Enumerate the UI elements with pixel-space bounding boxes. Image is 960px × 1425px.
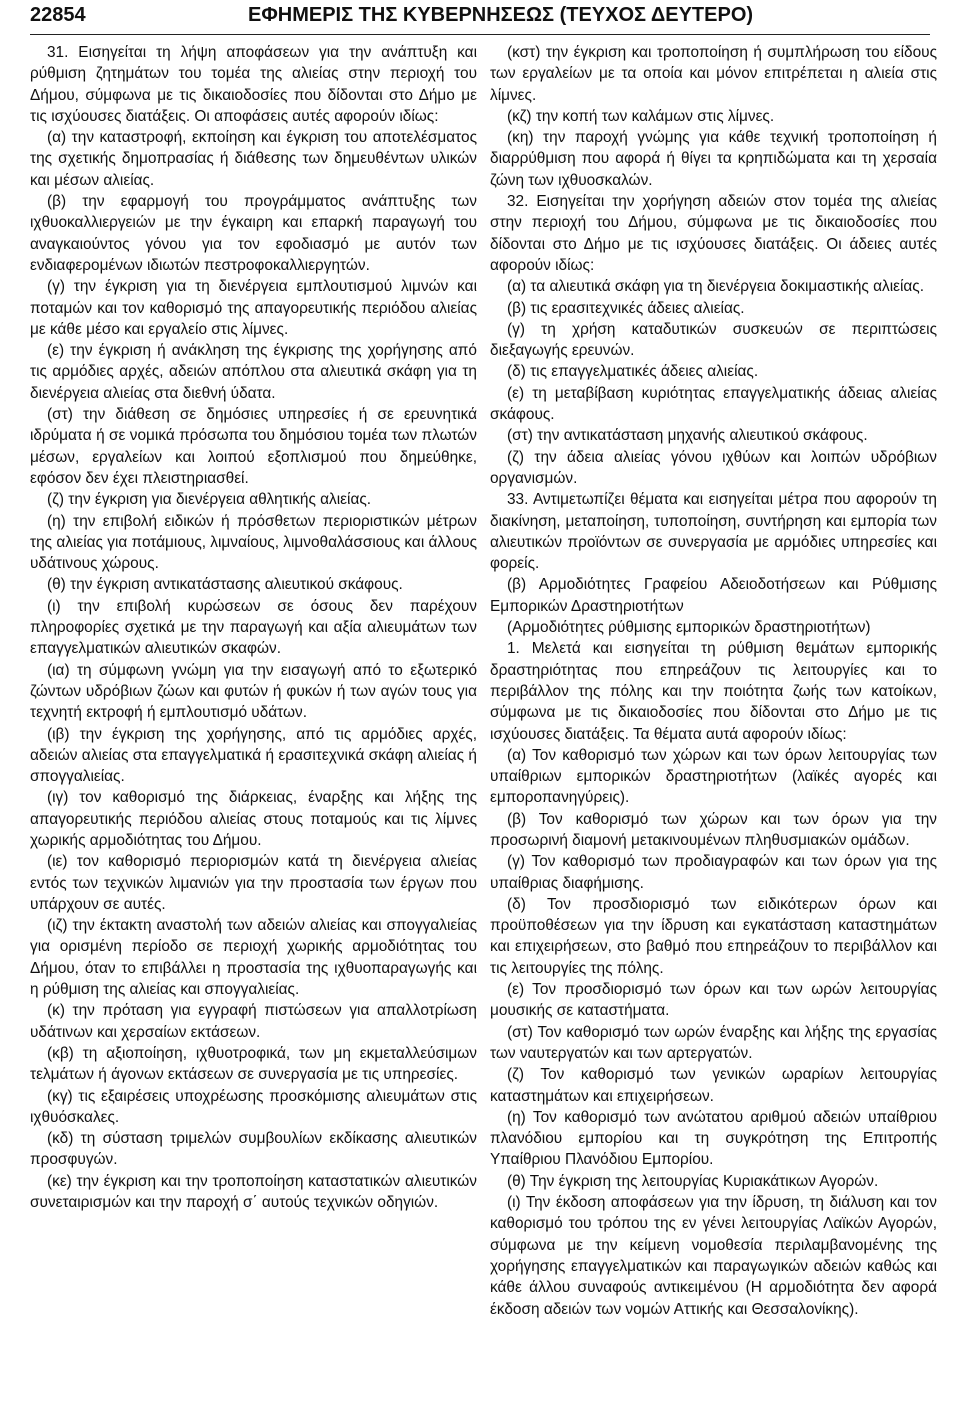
paragraph: (ε) την έγκριση ή ανάκληση της έγκρισης της χορήγησης από τις αρμόδιες αρχές, αδειών απόπλου στα αλιευτικά σκάφη για τη διενέργεια αλιείας στα διεθνή ύδατα. xyxy=(30,342,477,402)
paragraph: (δ) τις επαγγελματικές άδειες αλιείας. xyxy=(507,363,759,381)
paragraph: (ε) Τον προσδιορισμό των όρων και των ωρών λειτουργίας μουσικής σε καταστήματα. xyxy=(490,981,937,1020)
paragraph: (θ) Την έγκριση της λειτουργίας Κυριακάτικων Αγορών. xyxy=(507,1172,879,1190)
paragraph: (η) Τον καθορισμό των ανώτατου αριθμού αδειών υπαίθριου πλανόδιου εμπορίου και τη συγκρότηση της Επιτροπής Υπαίθριου Πλανόδιου Εμπορίου. xyxy=(490,1108,937,1169)
paragraph: (β) τις ερασιτεχνικές άδειες αλιείας. xyxy=(507,299,745,317)
paragraph: (γ) Τον καθορισμό των προδιαγραφών και των όρων για της υπαίθριας διαφήμισης. xyxy=(490,853,937,892)
paragraph: (ιε) τον καθορισμό περιορισμών κατά τη διενέργεια αλιείας εντός των τεχνικών λιμανιών για την προστασία των έργων που υπάρχουν σε αυτές. xyxy=(30,853,477,913)
paragraph: 33. Αντιμετωπίζει θέματα και εισηγείται μέτρα που αφορούν τη διακίνηση, μεταποίηση, τυποποίηση, συντήρηση και εμπορία των αλιευτικών προϊόντων σε συνεργασία με αρμόδιες υπηρεσίες και φορείς. xyxy=(490,491,937,573)
paragraph: (ιζ) την έκτακτη αναστολή των αδειών αλιείας και σπογγαλιείας για ορισμένη περίοδο σε περιοχή χωρικής αρμοδιότητας του Δήμου, όταν το επιβάλλει η προστασία της ιχθυοπαραγωγής και η ρύθμιση της αλιείας και σπογγαλιείας. xyxy=(30,917,477,999)
paragraph: (στ) την αντικατάσταση μηχανής αλιευτικού σκάφους. xyxy=(507,427,868,445)
paragraph: (ζ) Τον καθορισμό των γενικών ωραρίων λειτουργίας καταστημάτων και επιχειρήσεων. xyxy=(490,1066,937,1105)
paragraph: (στ) την διάθεση σε δημόσιες υπηρεσίες ή σε ερευνητικά ιδρύματα ή σε νομικά πρόσωπα του δημόσιου τομέα των πλωτών μέσων, εργαλείων και λοιπού εξοπλισμού που δημεύθηκε, εφόσον δεν έχει πλειστηριασθεί. xyxy=(30,406,477,487)
page-number: 22854 xyxy=(30,4,86,26)
paragraph: (α) την καταστροφή, εκποίηση και έγκριση του αποτελέσματος της σχετικής δημοπρασίας ή διάθεσης των δημευθέντων υλικών και μέσων αλιείας. xyxy=(30,129,477,189)
paragraph: (β) Αρμοδιότητες Γραφείου Αδειοδοτήσεων και Ρύθμισης Εμπορικών Δραστηριοτήτων xyxy=(490,576,937,615)
page-header xyxy=(30,4,930,32)
gazette-title: ΕΦΗΜΕΡΙΣ ΤΗΣ ΚΥΒΕΡΝΗΣΕΩΣ (ΤΕΥΧΟΣ ΔΕΥΤΕΡΟ) xyxy=(248,4,754,26)
paragraph: (ιβ) την έγκριση της χορήγησης, από τις αρμόδιες αρχές, αδειών αλιείας στα επαγγελματικά ή ερασιτεχνικά σκάφη αλιείας ή σπογγαλιείας. xyxy=(30,725,477,786)
paragraph: (Αρμοδιότητες ρύθμισης εμπορικών δραστηριοτήτων) xyxy=(507,619,871,637)
paragraph: (κε) την έγκριση και την τροποποίηση καταστατικών αλιευτικών συνεταιρισμών και την παροχή σ΄ αυτούς τεχνικών οδηγιών. xyxy=(30,1172,477,1212)
paragraph: (στ) Τον καθορισμό των ωρών έναρξης και λήξης της εργασίας των ναυτεργατών και των αρτεργατών. xyxy=(490,1023,937,1062)
paragraph: (β) Τον καθορισμό των χώρων και των όρων για την προσωρινή διαμονή μετακινουμένων πληθυσμιακών ομάδων. xyxy=(490,810,937,849)
paragraph: (κ) την πρόταση για εγγραφή πιστώσεων για απαλλοτρίωση υδάτινων και χερσαίων εκτάσεων. xyxy=(30,1002,477,1041)
paragraph: (κδ) τη σύσταση τριμελών συμβουλίων εκδίκασης αλιευτικών προσφυγών. xyxy=(30,1130,477,1169)
paragraph: (ια) τη σύμφωνη γνώμη για την εισαγωγή από το εξωτερικό ζώντων υδρόβιων ζώων και φυτών ή φυκών ή των αγών τους για τεχνητή εκτροφή ή εμπλουτισμό υδάτων. xyxy=(30,661,477,722)
paragraph: 32. Εισηγείται την χορήγηση αδειών στον τομέα της αλιείας στην περιοχή του Δήμου, σύμφωνα με τις δικαιοδοσίες που δίδονται στο Δήμο με τις ισχύουσες διατάξεις. Οι άδειες αυτές αφορούν ιδίως: xyxy=(490,193,937,274)
paragraph: (θ) την έγκριση αντικατάστασης αλιευτικού σκάφους. xyxy=(47,576,403,594)
paragraph: (γ) τη χρήση καταδυτικών συσκευών σε περιπτώσεις διεξαγωγής ερευνών. xyxy=(490,320,937,360)
paragraph: (η) την επιβολή ειδικών ή πρόσθετων περιοριστικών μέτρων της αλιείας για ποτάμιους, λιμναίους, λιμνοθαλάσσιους και άλλους υδάτινους χώρους. xyxy=(30,512,477,573)
paragraph: (α) Τον καθορισμό των χώρων και των όρων λειτουργίας των υπαίθριων εμπορικών δραστηριοτήτων (λαϊκές αγορές και εμποροπανηγύρεις). xyxy=(490,746,937,807)
header-divider xyxy=(30,34,930,35)
paragraph: (κστ) την έγκριση και τροποποίηση ή συμπλήρωση του είδους των εργαλείων με τα οποία και μόνον επιτρέπεται η αλιεία στις λίμνες. xyxy=(490,44,937,104)
paragraph: (β) την εφαρμογή του προγράμματος ανάπτυξης των ιχθυοκαλλιεργειών με την έγκαιρη και επαρκή παραγωγή του αναγκαιούντος γόνου για τον εφοδιασμό με αυτόν των ενδιαφερομένων ιδιωτών πεστροφοκαλλιεργητών. xyxy=(30,193,477,274)
paragraph: (α) τα αλιευτικά σκάφη για τη διενέργεια δοκιμαστικής αλιείας. xyxy=(507,278,924,296)
paragraph: (ι) την επιβολή κυρώσεων σε όσους δεν παρέχουν πληροφορίες σχετικά με την παραγωγή και αξία αλιευμάτων των επαγγελματικών αλιευτικών σκαφών. xyxy=(30,597,477,658)
paragraph: 31. Εισηγείται τη λήψη αποφάσεων για την ανάπτυξη και ρύθμιση ζητημάτων του τομέα της αλιείας στην περιοχή του Δήμου, σύμφωνα με τις δικαιοδοσίες που δίδονται στο Δήμο με τις ισχύουσες διατάξεις. Οι αποφάσεις αυτές αφορούν ιδίως: xyxy=(30,44,477,125)
paragraph: (ζ) την έγκριση για διενέργεια αθλητικής αλιείας. xyxy=(47,491,372,509)
paragraph: (γ) την έγκριση για τη διενέργεια εμπλουτισμού λιμνών και ποταμών και τον καθορισμό της απαγορευτικής περιόδου αλιείας με κάθε μέσο και εργαλείο στις λίμνες. xyxy=(30,278,477,338)
paragraph: (κβ) τη αξιοποίηση, ιχθυοτροφικά, των μη εκμεταλλεύσιμων τελμάτων ή άγονων εκτάσεων σε συνεργασία με τις υπηρεσίες. xyxy=(30,1044,477,1084)
paragraph: (ζ) την άδεια αλιείας γόνου ιχθύων και λοιπών υδρόβιων οργανισμών. xyxy=(490,448,937,487)
paragraph: (κη) την παροχή γνώμης για κάθε τεχνική τροποποίηση ή διαρρύθμιση που αφορά ή θίγει τα κρηπιδώματα και τη χερσαία ζώνη των ιχθυοσκαλών. xyxy=(490,129,937,189)
right-column xyxy=(490,42,937,1320)
paragraph: (δ) Τον προσδιορισμό των ειδικότερων όρων και προϋποθέσεων για την ίδρυση και εγκατάσταση καταστημάτων και επιχειρήσεων, στο βαθμό που επηρεάζουν το περιβάλλον και τις λειτουργίες της πόλης. xyxy=(490,895,937,977)
paragraph: (κζ) την κοπή των καλάμων στις λίμνες. xyxy=(507,107,775,125)
paragraph: (ε) τη μεταβίβαση κυριότητας επαγγελματικής άδειας αλιείας σκάφους. xyxy=(490,384,937,424)
paragraph: (ι) Την έκδοση αποφάσεων για την ίδρυση, τη διάλυση και τον καθορισμό του τρόπου της εν γένει λειτουργίας Λαϊκών Αγορών, σύμφωνα με την κείμενη νομοθεσία περιλαμβανομένης της χορήγησης επαγγελματικών και παραγωγικών αδειών καθώς και κάθε άλλου συναφούς αντικειμένου (Η αρμοδιότητα δεν αφορά έκδοση αδειών των νομών Αττικής και Θεσσαλονίκης). xyxy=(490,1194,937,1318)
paragraph: 1. Μελετά και εισηγείται τη ρύθμιση θεμάτων εμπορικής δραστηριότητας που επηρεάζουν τις λειτουργίες και το περιβάλλον της πόλης και την ποιότητα ζωής των κατοίκων, σύμφωνα με τις δικαιοδοσίες που δίδονται στο Δήμο με τις ισχύουσες διατάξεις. Τα θέματα αυτά αφορούν ιδίως: xyxy=(490,640,937,743)
paragraph: (κγ) τις εξαιρέσεις υποχρέωσης προσκόμισης αλιευμάτων στις ιχθυόσκαλες. xyxy=(30,1087,477,1126)
left-column xyxy=(30,42,477,1213)
paragraph: (ιγ) τον καθορισμό της διάρκειας, έναρξης και λήξης της απαγορευτικής περιόδου αλιείας στους ποταμούς και τις λίμνες χωρικής αρμοδιότητας του Δήμου. xyxy=(30,789,477,849)
